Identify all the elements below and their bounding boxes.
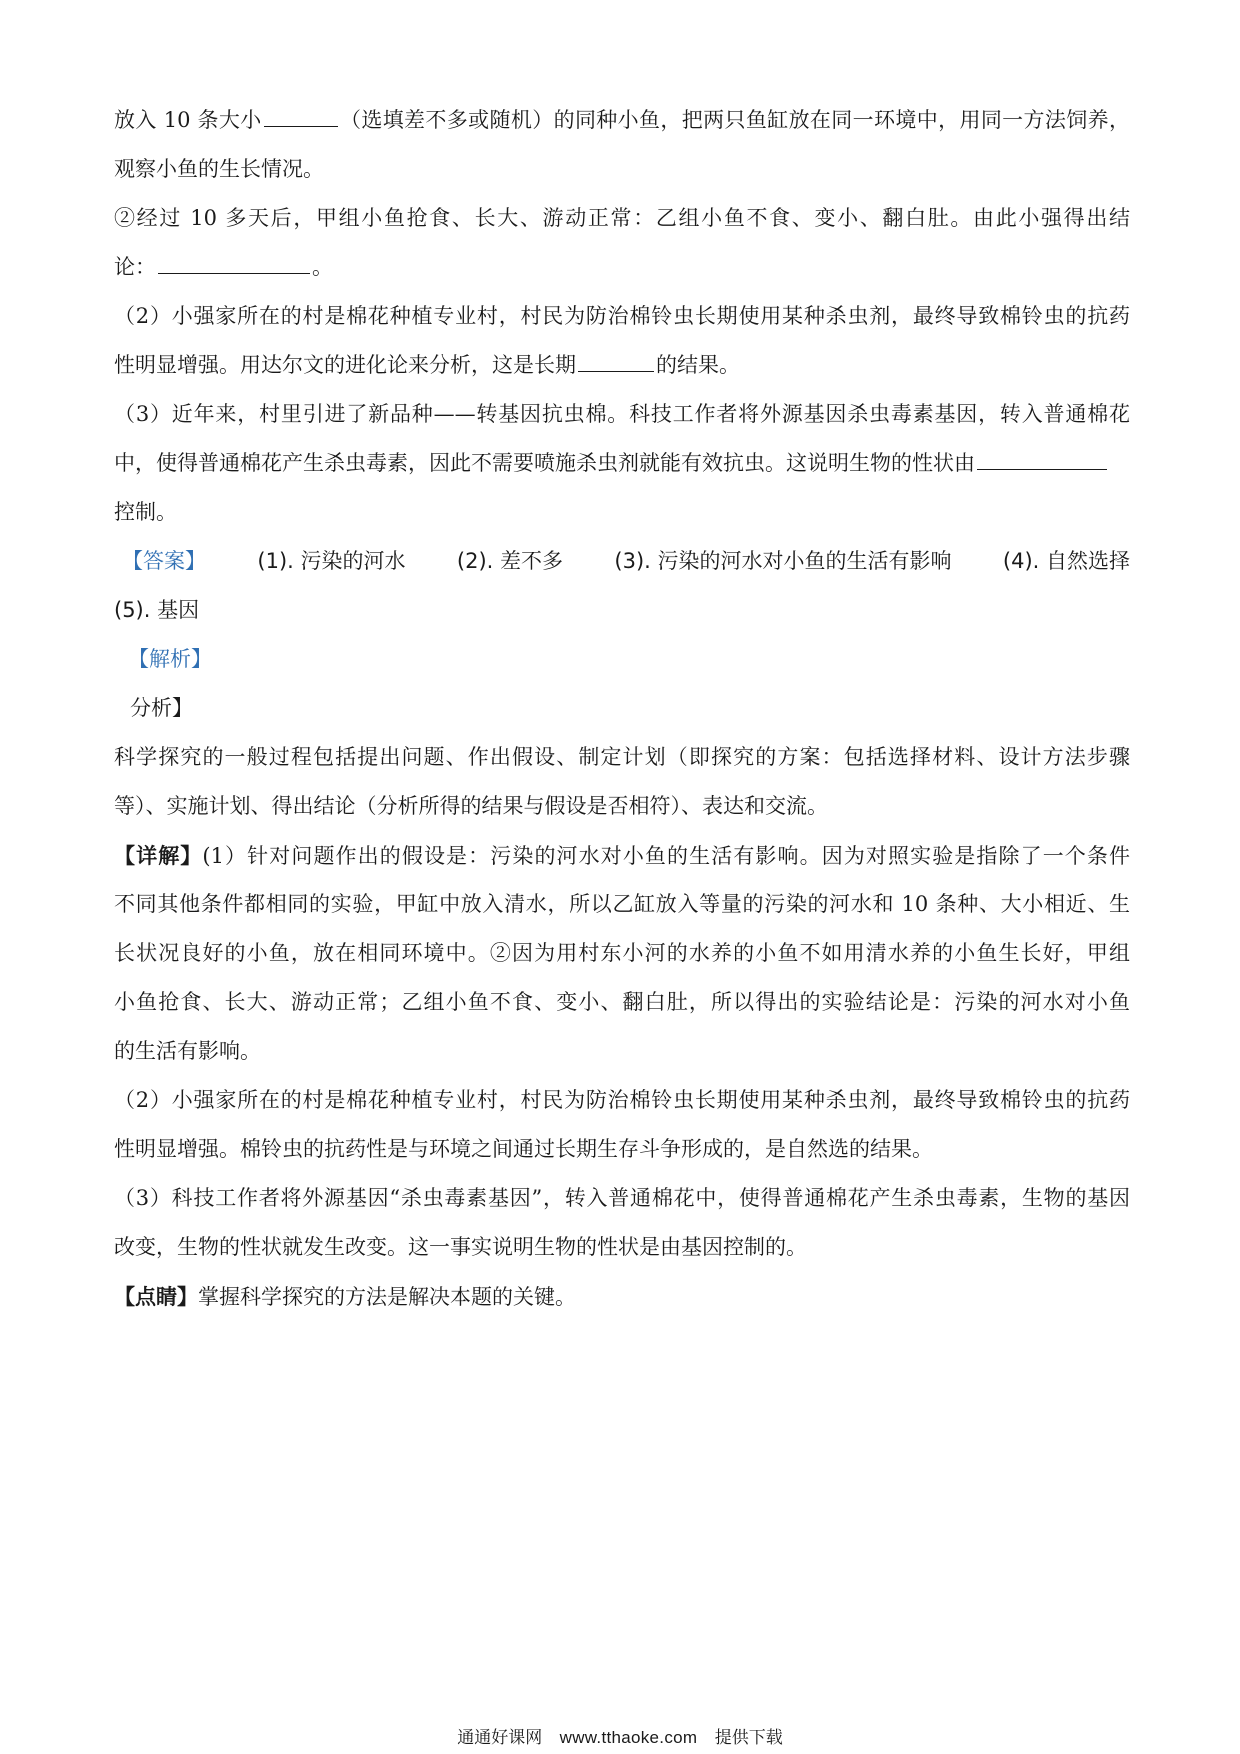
answer-tag: 【答案】: [122, 549, 206, 573]
analysis-line-2: 等）、实施计划、得出结论（分析所得的结果与假设是否相符）、表达和交流。: [114, 794, 828, 818]
question-line-4: 论： 。: [114, 243, 1130, 292]
detail-line-9: 改变，生物的性状就发生改变。这一事实说明生物的性状是由基因控制的。: [114, 1235, 807, 1259]
question-line-6: 性明显增强。用达尔文的进化论来分析，这是长期 的结果。: [114, 341, 1130, 390]
detail-line-6: （2）小强家所在的村是棉花种植专业村，村民为防治棉铃虫长期使用某种杀虫剂，最终导致棉铃虫的抗药: [114, 1088, 1130, 1112]
detail-line-7: 性明显增强。棉铃虫的抗药性是与环境之间通过长期生存斗争形成的，是自然选的结果。: [114, 1137, 933, 1161]
analysis-line-1: 科学探究的一般过程包括提出问题、作出假设、制定计划（即探究的方案：包括选择材料、设计方法步骤: [114, 745, 1130, 769]
detail-tag: 【详解】: [114, 843, 203, 868]
question-line-7: （3）近年来，村里引进了新品种——转基因抗虫棉。科技工作者将外源基因杀虫毒素基因，转入普通棉花: [114, 402, 1130, 426]
question-line-3: ②经过 10 多天后，甲组小鱼抢食、长大、游动正常：乙组小鱼不食、变小、翻白肚。由此小强得出结: [114, 206, 1130, 230]
answer-item-2: (2). 差不多: [456, 549, 563, 573]
detail-line-1: 【详解】(1）针对问题作出的假设是：污染的河水对小鱼的生活有影响。因为对照实验是指除了一个条件: [114, 843, 1130, 868]
footer-suffix: 提供下载: [714, 1728, 783, 1748]
question-line-1: 放入 10 条大小 （选填差不多或随机）的同种小鱼，把两只鱼缸放在同一环境中，用同一方法饲养，: [114, 96, 1130, 145]
answer-item-5: (5). 基因: [114, 598, 200, 622]
detail-line-3: 长状况良好的小鱼，放在相同环境中。②因为用村东小河的水养的小鱼不如用清水养的小鱼生长好，甲组: [114, 941, 1130, 965]
detail-line-4: 小鱼抢食、长大、游动正常；乙组小鱼不食、变小、翻白肚，所以得出的实验结论是：污染的河水对小鱼: [114, 990, 1130, 1014]
answer-blank: [264, 100, 338, 127]
answer-blank: [578, 345, 654, 372]
question-line-5: （2）小强家所在的村是棉花种植专业村，村民为防治棉铃虫长期使用某种杀虫剂，最终导致棉铃虫的抗药: [114, 304, 1130, 328]
question-line-9: 控制。: [114, 500, 177, 524]
question-line-8: 中，使得普通棉花产生杀虫毒素，因此不需要喷施杀虫剂就能有效抗虫。这说明生物的性状由: [114, 439, 1130, 488]
answer-blank: [158, 247, 310, 274]
answer-item-3: (3). 污染的河水对小鱼的生活有影响: [614, 549, 952, 573]
answer-row: [114, 537, 1130, 586]
detail-line-8: （3）科技工作者将外源基因“杀虫毒素基因”，转入普通棉花中，使得普通棉花产生杀虫毒素，生物的基因: [114, 1186, 1130, 1210]
answer-blank: [977, 443, 1107, 470]
detail-line-5: 的生活有影响。: [114, 1039, 261, 1063]
page-footer: [0, 1726, 1240, 1750]
answer-item-4: (4). 自然选择: [1002, 549, 1130, 573]
answer-item-5-line: [114, 586, 1130, 635]
comment-tag: 【点睛】: [114, 1284, 198, 1309]
document-body: [114, 96, 1130, 1321]
footer-url[interactable]: www.tthaoke.com: [559, 1728, 698, 1747]
analysis-tag: 【解析】: [128, 647, 212, 671]
answer-item-1: (1). 污染的河水: [257, 549, 406, 573]
comment-line: 【点睛】掌握科学探究的方法是解决本题的关键。: [114, 1284, 576, 1309]
detail-line-2: 不同其他条件都相同的实验，甲缸中放入清水，所以乙缸放入等量的污染的河水和 10 条种、大小相近、生: [114, 892, 1130, 916]
question-line-2: 观察小鱼的生长情况。: [114, 157, 324, 181]
analysis-tag-line: [114, 635, 1130, 684]
footer-site-name: 通通好课网: [457, 1728, 543, 1748]
analysis-subheading: 分析】: [130, 696, 193, 720]
